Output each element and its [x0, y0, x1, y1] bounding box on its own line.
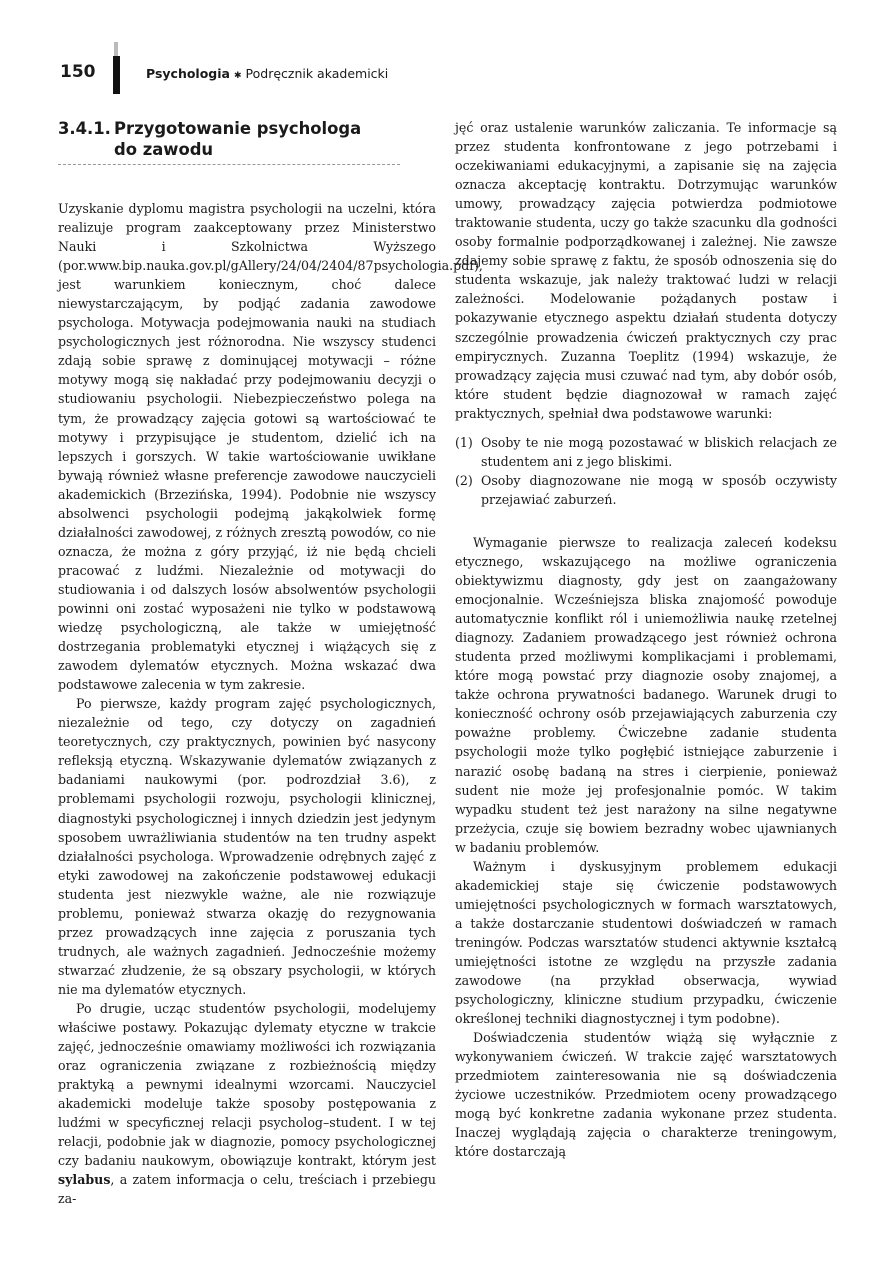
paragraph-text: Po drugie, ucząc studentów psychologii, modelujemy właściwe postawy. Pokazując dylematy etyczne w trakcie zajęć, jednocześnie omawiamy możliwości ich rozwiązania oraz ograniczenia związane z rozbieżnością między praktyką a pewnymi idealnymi wzorcami. Nauczyciel akademicki modeluje także sposoby postępowania z ludźmi w specyficznej relacji psycholog–student. I w tej relacji, podobnie jak w diagnozie, pomocy psychologicznej czy badaniu naukowym, obowiązuje kontrakt, którym jest: [58, 1000, 436, 1169]
book-title: Psychologia: [146, 66, 230, 81]
paragraph: Ważnym i dyskusyjnym problemem edukacji akademickiej staje się ćwiczenie podstawowych umiejętności psychologicznych w formach warsztatowych, a także dostarczanie studentowi doświadczeń w ramach treningów. Podczas warsztatów studenci aktywnie kształcą umiejętności istotne ze względu na przyszłe zadania zawodowe (na przykład obserwacja, wywiad psychologiczny, kliniczne studium przypadku, ćwiczenie określonej techniki diagnostycznej i tym podobne).: [455, 858, 837, 1027]
left-column: [58, 118, 483, 1208]
list-item-label: (1): [455, 434, 473, 450]
spacer: [455, 519, 837, 533]
section-heading: [58, 118, 400, 165]
paragraph: Doświadczenia studentów wiążą się wyłącznie z wykonywaniem ćwiczeń. W trakcie zajęć warsztatowych przedmiotem zainteresowania nie są doświadczenia życiowe uczestników. Przedmiotem oceny prowadzącego mogą być konkretne zadania wykonane przez studenta. Inaczej wyglądają zajęcia o charakterze treningowym, które dostarczają: [455, 1030, 837, 1160]
list-item-label: (2): [455, 472, 473, 488]
numbered-list: [455, 433, 837, 509]
separator-icon: ✱: [233, 71, 242, 81]
book-subtitle: Podręcznik akademicki: [245, 66, 389, 81]
list-item: [455, 471, 837, 509]
list-item-text: Osoby diagnozowane nie mogą w sposób oczywisty przejawiać zaburzeń.: [481, 472, 837, 507]
bold-term: sylabus: [58, 1172, 111, 1188]
right-column: [455, 118, 837, 1161]
list-item-text: Osoby te nie mogą pozostawać w bliskich relacjach ze studentem ani z jego bliskimi.: [481, 434, 837, 469]
section-title-line1: Przygotowanie psychologa: [114, 119, 362, 138]
running-title: [146, 66, 388, 81]
paragraph-text: , a zatem informacja o celu, treściach i przebiegu za-: [58, 1172, 436, 1207]
section-title-line2: do zawodu: [114, 140, 214, 159]
header-bar: [113, 56, 120, 94]
paragraph: Wymaganie pierwsze to realizacja zaleceń kodeksu etycznego, wskazującego na możliwe ograniczenia obiektywizmu diagnosty, gdy jest on zaangażowany emocjonalnie. Wcześniejsza bliska znajomość powoduje automatycznie konflikt ról i uniemożliwia naukę rzetelnej diagnozy. Zadaniem prowadzącego jest również ochrona studenta przed możliwymi komplikacjami i problemami, które mogą powstać przy diagnozie osoby znajomej, a także ochrona prywatności badanego. Warunek drugi to konieczność ochrony osób przejawiających zaburzenia czy poważne problemy. Ćwiczebne zadanie studenta psychologii może tylko pogłębić istniejące zaburzenie i narazić osobę badaną na stres i cierpienie, ponieważ sudent nie może jej profesjonalnie pomóc. W takim wypadku student też jest narażony na silne negatywne przeżycia, czuje się bowiem bezradny wobec ujawnianych w badaniu problemów.: [455, 534, 837, 855]
list-item: [455, 433, 837, 471]
paragraph: jęć oraz ustalenie warunków zaliczania. Te informacje są przez studenta konfrontowane z jego potrzebami i oczekiwaniami edukacyjnymi, a zapisanie się na zajęcia oznacza akceptację kontraktu. Dotrzymując warunków umowy, prowadzący zajęcia potwierdza podmiotowe traktowanie studenta, uczy go także szacunku dla godności osoby formalnie podporządkowanej i zależnej. Nie zawsze zdajemy sobie sprawę z faktu, że sposób odnoszenia się do studenta wskazuje, jak należy traktować ludzi w relacji zależności. Modelowanie pożądanych postaw i pokazywanie etycznego aspektu działań studenta dotyczy szczególnie prowadzenia ćwiczeń praktycznych czy prac empirycznych. Zuzanna Toeplitz (1994) wskazuje, że prowadzący zajęcia musi czuwać nad tym, aby dobór osób, które student będzie diagnozował w ramach zajęć praktycznych, spełniał dwa podstawowe warunki:: [455, 120, 837, 421]
running-header: [60, 56, 480, 96]
paragraph: Po pierwsze, każdy program zajęć psychologicznych, niezależnie od tego, czy dotyczy on zagadnień teoretycznych, czy praktycznych, powinien być nasycony refleksją etyczną. Wskazywanie dylematów związanych z badaniami naukowymi (por. podrozdział 3.6), z problemami psychologii rozwoju, psychologii klinicznej, diagnostyki psychologicznej i innych dziedzin jest jedynym sposobem uwrażliwiania studentów na ten trudny aspekt działalności psychologa. Wprowadzenie odrębnych zajęć z etyki zawodowej na zakończenie podstawowej edukacji studenta jest niezwykle ważne, ale nie rozwiązuje problemu, ponieważ stwarza okazję do rezygnowania przez prowadzących inne zajęcia z poruszania tych trudnych, ale ważnych zagadnień. Jednocześnie możemy stwarzać złudzenie, że są obszary psychologii, w których nie ma dylematów etycznych.: [58, 696, 436, 997]
section-number: 3.4.1.: [58, 119, 111, 138]
page-number: 150: [60, 62, 96, 82]
paragraph: [58, 999, 436, 1209]
paragraph: Uzyskanie dyplomu magistra psychologii na uczelni, która realizuje program zaakceptowany przez Ministerstwo Nauki i Szkolnictwa Wyższego (por.www.bip.nauka.gov.pl/gAllery/24/04/2404/87psychologia.pdf), jest warunkiem koniecznym, choć dalece niewystarczającym, by podjąć zadania zawodowe psychologa. Motywacja podejmowania nauki na studiach psychologicznych jest różnorodna. Nie wszyscy studenci zdają sobie sprawę z dominującej motywacji – różne motywy mogą się nakładać przy podejmowaniu decyzji o studiowaniu psychologii. Niebezpieczeństwo polega na tym, że prowadzący zajęcia gotowi są wartościować te motywy i przypisujące je studentom, dzielić ich na lepszych i gorszych. W takie wartościowanie uwikłane bywają również własne preferencje zawodowe nauczycieli akademickich (Brzezińska, 1994). Podobnie nie wszyscy absolwenci psychologii podejmą jakąkolwiek formę działalności zawodowej, z różnych zresztą powodów, co nie oznacza, że można z góry przyjąć, iż nie będą chcieli pracować z ludźmi. Niezależnie od motywacji do studiowania i od dalszych losów absolwentów psychologii powinni oni zostać wyposażeni nie tylko w podstawową wiedzę psychologiczną, ale także w umiejętność dostrzegania problematyki etycznej i wiążących się z zawodem dylematów etycznych. Można wskazać dwa podstawowe zalecenia w tym zakresie.: [58, 201, 483, 693]
